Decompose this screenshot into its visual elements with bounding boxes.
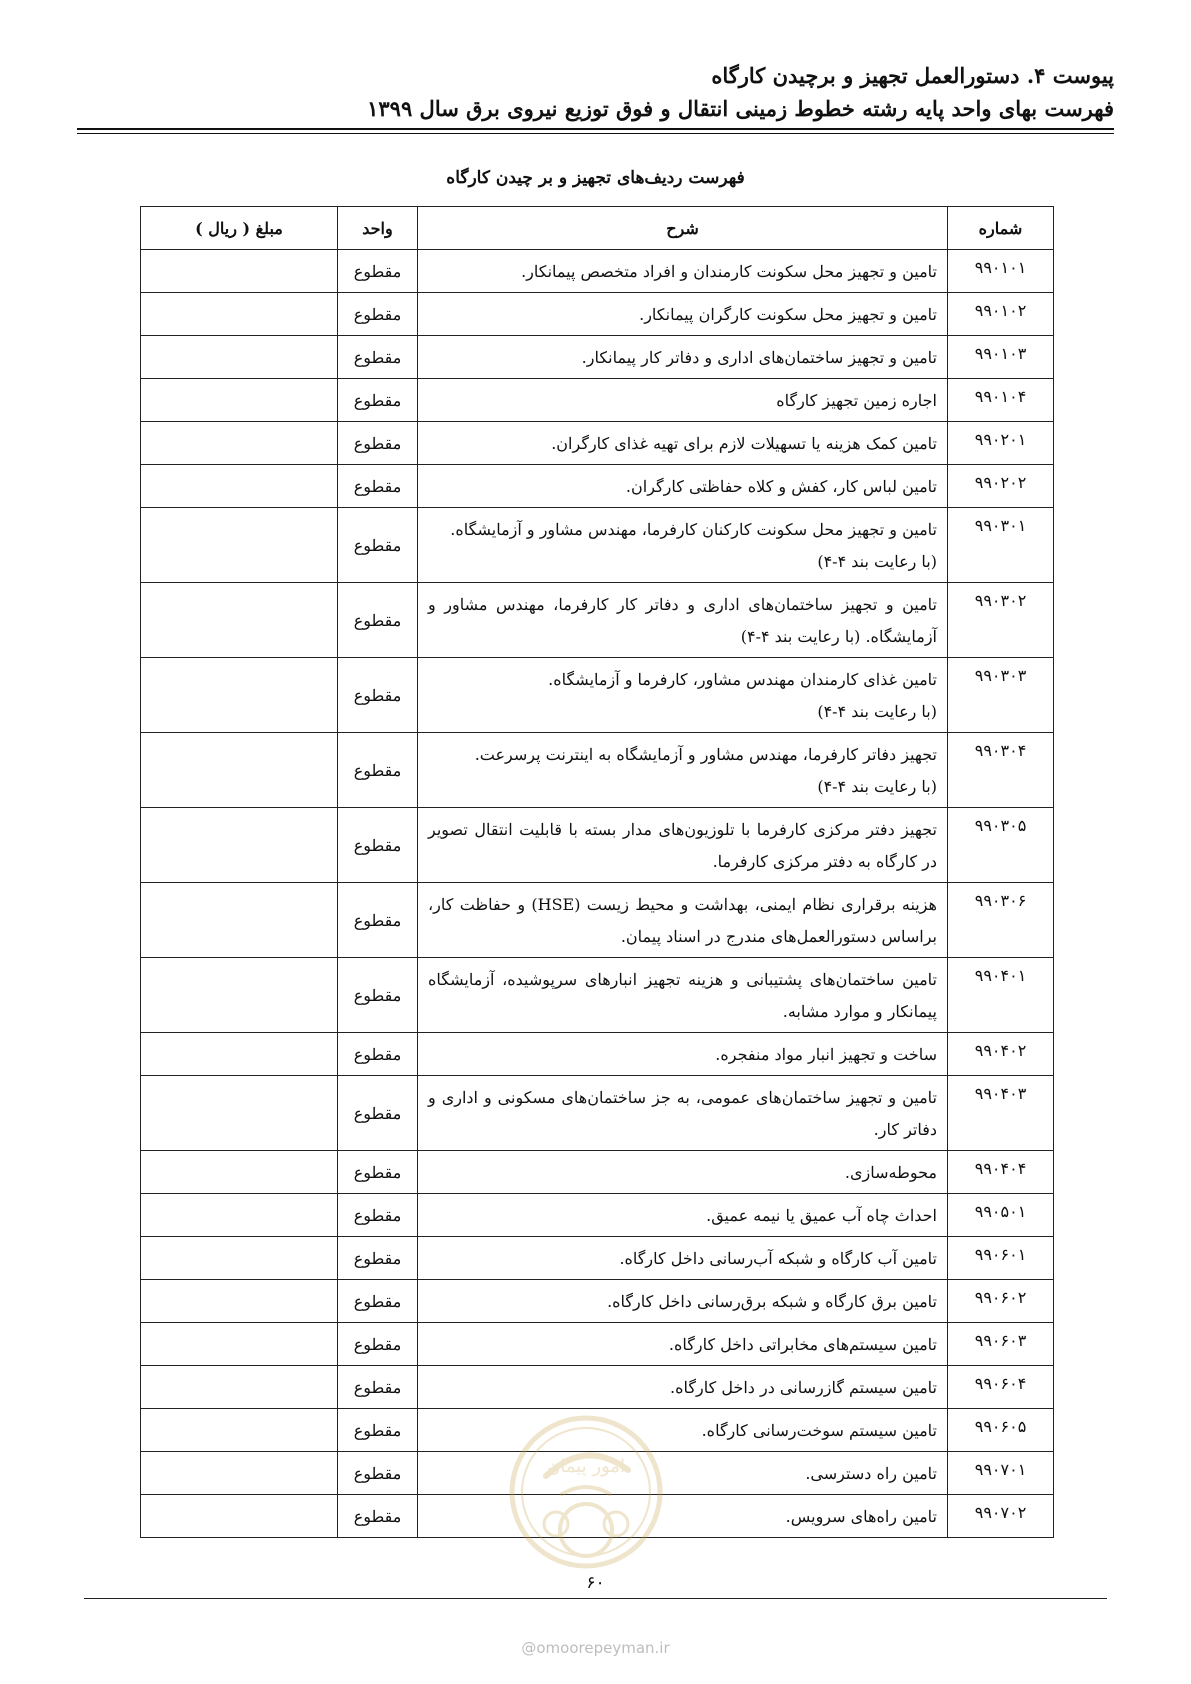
table-row bbox=[141, 250, 1054, 293]
table-row bbox=[141, 379, 1054, 422]
row-unit: مقطوع bbox=[338, 422, 418, 465]
row-amount bbox=[141, 1076, 338, 1151]
row-unit: مقطوع bbox=[338, 1452, 418, 1495]
row-unit: مقطوع bbox=[338, 1194, 418, 1237]
table-row bbox=[141, 1323, 1054, 1366]
table-row bbox=[141, 1237, 1054, 1280]
row-number: ۹۹۰۶۰۵ bbox=[948, 1409, 1054, 1452]
row-amount bbox=[141, 808, 338, 883]
table-body bbox=[141, 250, 1054, 1538]
header-title: پیوست ۴. دستورالعمل تجهیز و برچیدن کارگاه bbox=[711, 63, 1114, 88]
row-description bbox=[418, 1452, 948, 1495]
table-row bbox=[141, 422, 1054, 465]
row-description bbox=[418, 250, 948, 293]
row-description bbox=[418, 658, 948, 733]
row-description-text: تامین سیستم‌های مخابراتی داخل کارگاه. bbox=[668, 1335, 937, 1354]
row-number: ۹۹۰۲۰۲ bbox=[948, 465, 1054, 508]
row-description bbox=[418, 1033, 948, 1076]
row-description-text: تامین برق کارگاه و شبکه برق‌رسانی داخل کارگاه. bbox=[607, 1292, 937, 1311]
row-description bbox=[418, 1237, 948, 1280]
row-unit: مقطوع bbox=[338, 1495, 418, 1538]
items-table bbox=[140, 206, 1054, 1538]
table-row bbox=[141, 883, 1054, 958]
row-description-text: تامین و تجهیز محل سکونت کارکنان کارفرما، مهندس مشاور و آزمایشگاه. bbox=[450, 520, 937, 539]
row-description-text: محوطه‌سازی. bbox=[844, 1163, 937, 1182]
row-description-text: تامین لباس کار، کفش و کلاه حفاظتی کارگران. bbox=[625, 477, 937, 496]
row-amount bbox=[141, 583, 338, 658]
row-amount bbox=[141, 465, 338, 508]
row-number: ۹۹۰۵۰۱ bbox=[948, 1194, 1054, 1237]
row-unit: مقطوع bbox=[338, 1033, 418, 1076]
row-number: ۹۹۰۴۰۲ bbox=[948, 1033, 1054, 1076]
page-number: ۶۰ bbox=[586, 1573, 605, 1593]
row-unit: مقطوع bbox=[338, 508, 418, 583]
row-description-text: تامین و تجهیز محل سکونت کارمندان و افراد متخصص پیمانکار. bbox=[521, 262, 937, 281]
watermark-seal-icon bbox=[506, 1412, 666, 1572]
table-row bbox=[141, 465, 1054, 508]
table-row bbox=[141, 293, 1054, 336]
row-unit: مقطوع bbox=[338, 1151, 418, 1194]
row-amount bbox=[141, 1452, 338, 1495]
row-amount bbox=[141, 1280, 338, 1323]
row-number: ۹۹۰۳۰۲ bbox=[948, 583, 1054, 658]
row-amount bbox=[141, 379, 338, 422]
row-number: ۹۹۰۴۰۱ bbox=[948, 958, 1054, 1033]
row-description bbox=[418, 336, 948, 379]
table-row bbox=[141, 958, 1054, 1033]
row-description-note: (با رعایت بند ۴-۴) bbox=[817, 702, 937, 721]
row-unit: مقطوع bbox=[338, 1280, 418, 1323]
row-description-text: تامین ساختمان‌های پشتیبانی و هزینه تجهیز انبارهای سرپوشیده، آزمایشگاه پیمانکار و موارد مشابه. bbox=[428, 970, 937, 1021]
row-number: ۹۹۰۱۰۲ bbox=[948, 293, 1054, 336]
row-unit: مقطوع bbox=[338, 1237, 418, 1280]
row-number: ۹۹۰۶۰۴ bbox=[948, 1366, 1054, 1409]
table-row bbox=[141, 1076, 1054, 1151]
table-row bbox=[141, 808, 1054, 883]
row-description bbox=[418, 508, 948, 583]
column-header-number: شماره bbox=[948, 207, 1054, 250]
row-description-note: (با رعایت بند ۴-۴) bbox=[817, 552, 937, 571]
row-amount bbox=[141, 1033, 338, 1076]
row-unit: مقطوع bbox=[338, 1323, 418, 1366]
row-description-text: تامین سیستم سوخت‌رسانی کارگاه. bbox=[701, 1421, 937, 1440]
row-description-text: تامین آب کارگاه و شبکه آب‌رسانی داخل کارگاه. bbox=[619, 1249, 937, 1268]
row-description-text: تامین غذای کارمندان مهندس مشاور، کارفرما و آزمایشگاه. bbox=[548, 670, 937, 689]
row-number: ۹۹۰۳۰۵ bbox=[948, 808, 1054, 883]
table-row bbox=[141, 336, 1054, 379]
row-unit: مقطوع bbox=[338, 958, 418, 1033]
table-row bbox=[141, 658, 1054, 733]
row-amount bbox=[141, 883, 338, 958]
row-amount bbox=[141, 336, 338, 379]
row-amount bbox=[141, 1237, 338, 1280]
row-description bbox=[418, 583, 948, 658]
table-row bbox=[141, 1366, 1054, 1409]
row-number: ۹۹۰۳۰۶ bbox=[948, 883, 1054, 958]
table-row bbox=[141, 1151, 1054, 1194]
row-number: ۹۹۰۲۰۱ bbox=[948, 422, 1054, 465]
row-description bbox=[418, 293, 948, 336]
row-description bbox=[418, 808, 948, 883]
row-number: ۹۹۰۶۰۱ bbox=[948, 1237, 1054, 1280]
row-number: ۹۹۰۴۰۴ bbox=[948, 1151, 1054, 1194]
row-description bbox=[418, 422, 948, 465]
row-amount bbox=[141, 250, 338, 293]
row-description-text: هزینه برقراری نظام ایمنی، بهداشت و محیط زیست (HSE) و حفاظت کار، براساس دستورالعمل‌های مندرج در اسناد پیمان. bbox=[428, 895, 937, 946]
row-number: ۹۹۰۱۰۳ bbox=[948, 336, 1054, 379]
row-description-text: ساخت و تجهیز انبار مواد منفجره. bbox=[715, 1045, 937, 1064]
row-description-text: تامین راه دسترسی. bbox=[805, 1464, 937, 1483]
header-rule-thin bbox=[77, 133, 1114, 134]
row-description bbox=[418, 883, 948, 958]
row-description bbox=[418, 1366, 948, 1409]
row-unit: مقطوع bbox=[338, 465, 418, 508]
table-title: فهرست ردیف‌های تجهیز و بر چیدن کارگاه bbox=[446, 168, 745, 188]
row-description bbox=[418, 733, 948, 808]
footer-site: @omoorepeyman.ir bbox=[521, 1639, 670, 1657]
column-header-description: شرح bbox=[418, 207, 948, 250]
row-description-text: تامین و تجهیز ساختمان‌های اداری و دفاتر کار پیمانکار. bbox=[581, 348, 937, 367]
row-unit: مقطوع bbox=[338, 733, 418, 808]
row-description bbox=[418, 465, 948, 508]
row-description bbox=[418, 1076, 948, 1151]
row-number: ۹۹۰۳۰۱ bbox=[948, 508, 1054, 583]
row-unit: مقطوع bbox=[338, 583, 418, 658]
row-amount bbox=[141, 508, 338, 583]
table-row bbox=[141, 1280, 1054, 1323]
row-number: ۹۹۰۱۰۴ bbox=[948, 379, 1054, 422]
row-amount bbox=[141, 1151, 338, 1194]
watermark-text: امور پیمان bbox=[547, 1456, 625, 1477]
footer-rule bbox=[84, 1598, 1107, 1599]
row-description-text: تامین راه‌های سرویس. bbox=[785, 1507, 937, 1526]
row-unit: مقطوع bbox=[338, 808, 418, 883]
row-unit: مقطوع bbox=[338, 293, 418, 336]
row-description bbox=[418, 1495, 948, 1538]
column-header-amount: مبلغ ( ریال ) bbox=[141, 207, 338, 250]
table-row bbox=[141, 508, 1054, 583]
row-description-text: اجاره زمین تجهیز کارگاه bbox=[776, 391, 937, 410]
row-unit: مقطوع bbox=[338, 250, 418, 293]
row-amount bbox=[141, 958, 338, 1033]
table-row bbox=[141, 1194, 1054, 1237]
row-number: ۹۹۰۶۰۳ bbox=[948, 1323, 1054, 1366]
row-description-text: تامین و تجهیز محل سکونت کارگران پیمانکار. bbox=[639, 305, 937, 324]
row-description-text: تامین کمک هزینه یا تسهیلات لازم برای تهیه غذای کارگران. bbox=[551, 434, 937, 453]
row-description-text: احداث چاه آب عمیق یا نیمه عمیق. bbox=[706, 1206, 937, 1225]
row-number: ۹۹۰۷۰۱ bbox=[948, 1452, 1054, 1495]
table-row bbox=[141, 583, 1054, 658]
row-description bbox=[418, 1280, 948, 1323]
row-unit: مقطوع bbox=[338, 1076, 418, 1151]
row-amount bbox=[141, 658, 338, 733]
row-description-text: تجهیز دفتر مرکزی کارفرما با تلوزیون‌های مدار بسته با قابلیت انتقال تصویر در کارگاه به دفتر مرکزی کارفرما. bbox=[428, 820, 937, 871]
row-amount bbox=[141, 1409, 338, 1452]
row-number: ۹۹۰۶۰۲ bbox=[948, 1280, 1054, 1323]
row-description-text: تامین و تجهیز ساختمان‌های اداری و دفاتر کار کارفرما، مهندس مشاور و آزمایشگاه. (با رعایت بند ۴-۴) bbox=[428, 595, 937, 646]
row-unit: مقطوع bbox=[338, 1409, 418, 1452]
row-description bbox=[418, 1409, 948, 1452]
row-unit: مقطوع bbox=[338, 1366, 418, 1409]
row-unit: مقطوع bbox=[338, 883, 418, 958]
row-amount bbox=[141, 422, 338, 465]
row-amount bbox=[141, 293, 338, 336]
row-description-text: تجهیز دفاتر کارفرما، مهندس مشاور و آزمایشگاه به اینترنت پرسرعت. bbox=[474, 745, 937, 764]
row-unit: مقطوع bbox=[338, 379, 418, 422]
row-number: ۹۹۰۳۰۳ bbox=[948, 658, 1054, 733]
header-rule-thick bbox=[77, 128, 1114, 130]
row-description-text: تامین سیستم گازرسانی در داخل کارگاه. bbox=[670, 1378, 937, 1397]
row-description-text: تامین و تجهیز ساختمان‌های عمومی، به جز ساختمان‌های مسکونی و اداری و دفاتر کار. bbox=[428, 1088, 937, 1139]
row-amount bbox=[141, 1194, 338, 1237]
row-description bbox=[418, 1194, 948, 1237]
row-amount bbox=[141, 1366, 338, 1409]
column-header-unit: واحد bbox=[338, 207, 418, 250]
row-amount bbox=[141, 1323, 338, 1366]
row-unit: مقطوع bbox=[338, 336, 418, 379]
row-unit: مقطوع bbox=[338, 658, 418, 733]
row-description bbox=[418, 958, 948, 1033]
table-header-row bbox=[141, 207, 1054, 250]
row-number: ۹۹۰۴۰۳ bbox=[948, 1076, 1054, 1151]
row-number: ۹۹۰۱۰۱ bbox=[948, 250, 1054, 293]
row-amount bbox=[141, 733, 338, 808]
row-amount bbox=[141, 1495, 338, 1538]
row-description bbox=[418, 1151, 948, 1194]
header-subtitle: فهرست بهای واحد پایه رشته خطوط زمینی انتقال و فوق توزیع نیروی برق سال ۱۳۹۹ bbox=[367, 96, 1114, 121]
table-row bbox=[141, 1033, 1054, 1076]
row-number: ۹۹۰۷۰۲ bbox=[948, 1495, 1054, 1538]
page-header bbox=[77, 60, 1114, 126]
row-description bbox=[418, 379, 948, 422]
row-number: ۹۹۰۳۰۴ bbox=[948, 733, 1054, 808]
row-description bbox=[418, 1323, 948, 1366]
table-row bbox=[141, 733, 1054, 808]
row-description-note: (با رعایت بند ۴-۴) bbox=[817, 777, 937, 796]
